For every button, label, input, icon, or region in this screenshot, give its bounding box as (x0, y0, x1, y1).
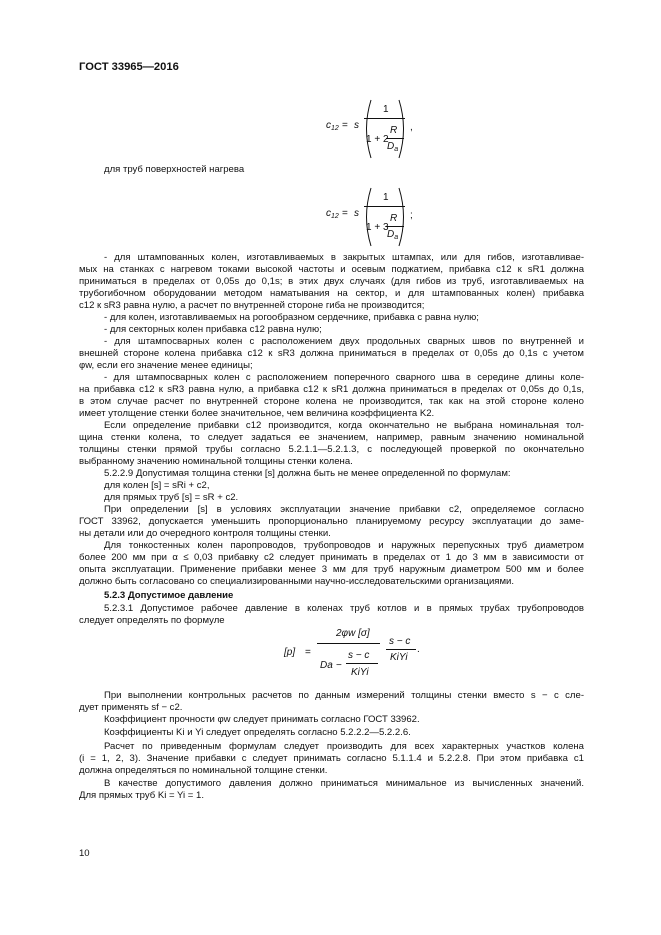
formula-Da: $D_a$ (387, 141, 399, 153)
paragraph-line: выбранному значению номинальной толщины стенки колена. (79, 456, 353, 467)
formula-lhs: [p] (284, 647, 296, 658)
paragraph-line: следует определять по формуле (79, 615, 225, 626)
formula-den-coef: 1 + 2 (366, 134, 389, 145)
paragraph-line: 5.2.3.1 Допустимое рабочее давление в коленах труб котлов и в прямых трубах трубопроводов (104, 603, 584, 614)
paragraph-line: φw, если его значение менее единицы; (79, 360, 253, 371)
formula-tail: . (417, 644, 420, 655)
paragraph-line: Коэффициент прочности φw следует принимать согласно ГОСТ 33962. (104, 714, 420, 725)
equals-sign: = (342, 208, 348, 219)
formula-inner-den: KiYi (351, 667, 369, 678)
paragraph-line: должна определяться по номинальной толщине стенки. (79, 765, 328, 776)
formula-lhs: $c_{12}$ (326, 208, 339, 220)
formula-minus: − (336, 660, 342, 671)
fraction-line-inner (346, 663, 378, 664)
formula-R: R (390, 125, 398, 136)
paragraph-line: Расчет по приведенным формулам следует производить для всех характерных участков колена (104, 741, 584, 752)
paragraph-line: имеет утолщение стенки более значительное, чем величина коэффициента K2. (79, 408, 435, 419)
formula-R: R (390, 213, 398, 224)
paragraph-line: должно быть согласовано со специализированными научно-исследовательскими организациями. (79, 576, 515, 587)
paragraph-line: щина стенки колена, то следует задаться ее значением, например, равным значению номинальной (79, 432, 584, 443)
paragraph-line: - для секторных колен прибавка c12 равна нулю; (104, 324, 322, 335)
paragraph-line: c12 к sR3 равна нулю, а расчет по внутренней стороне гиба не производится; (79, 300, 425, 311)
paragraph-line: трубогибочном оборудовании методом наматывания на сектор, и для штампованных колен) прибавка (79, 288, 584, 299)
formula-numerator: 2φw [σ] (336, 628, 370, 639)
paragraph-line: - для колен, изготавливаемых на рогообразном сердечнике, прибавка c равна нулю; (104, 312, 479, 323)
paragraph-line: на прибавка c12 к sR3 равна нулю, а прибавка c12 к sR1 должна приниматься в пределах от 0,05s до 0,1s, (79, 384, 584, 395)
document-header: ГОСТ 33965—2016 (79, 61, 179, 73)
page-number: 10 (79, 848, 90, 859)
paragraph-line: Для тонкостенных колен паропроводов, трубопроводов и наружных перепускных труб диаметром (104, 540, 584, 551)
paragraph-line: - для штампосварных колен с расположением поперечного сварного шва в середине длины коле- (104, 372, 584, 383)
paragraph-line: дует применять sf − c2. (79, 702, 183, 713)
paragraph-line: - для штампованных колен, изготавливаемых в закрытых штампах, или для гибов, изготавливае- (104, 252, 584, 263)
paragraph-line: Для прямых труб Ki = Yi = 1. (79, 790, 204, 801)
fraction-line (317, 643, 380, 644)
formula-tail: ; (410, 210, 413, 221)
text-line: для труб поверхностей нагрева (104, 164, 245, 175)
formula-frac2-num: s − c (389, 636, 411, 647)
fraction-line-2 (386, 649, 416, 650)
equals-sign: = (305, 647, 311, 658)
formula-den-coef: 1 + 3 (366, 222, 389, 233)
paragraph-line: приниматься в пределах от 0,05s до 0,1s; в этих двух случаях (для гибов из труб, изготавливаемых на (79, 276, 584, 287)
paragraph-line: Если определение прибавки c12 производится, когда окончательно не выбрана номинальная тол- (104, 420, 584, 431)
formula-den-Da: Da (320, 660, 333, 671)
paragraph-line: 5.2.2.9 Допустимая толщина стенки [s] должна быть не менее определенной по формулам: (104, 468, 511, 479)
formula-s: s (354, 208, 359, 219)
paragraph-line: - для штампосварных колен с расположением двух продольных сварных швов по внутренней и (104, 336, 584, 347)
right-paren-icon (396, 186, 410, 248)
paragraph-line: При выполнении контрольных расчетов по данным измерений толщины стенки вместо s − c сле- (104, 690, 584, 701)
paragraph-line: для прямых труб [s] = sR + c2. (104, 492, 239, 503)
equals-sign: = (342, 120, 348, 131)
right-paren-icon (396, 98, 410, 160)
paragraph-line: толщины стенки прямой трубы согласно 5.2.1.1—5.2.1.3, с последующей проверкой по окончательно (79, 444, 584, 455)
paragraph-line: ГОСТ 33962, допускается уменьшить пропорционально планируемому ресурсу эксплуатации до заме- (79, 516, 584, 527)
left-paren-icon (360, 186, 374, 248)
formula-frac2-den: KiYi (390, 652, 408, 663)
formula-lhs: $c_{12}$ (326, 120, 339, 132)
formula-s: s (354, 120, 359, 131)
paragraph-line: мых на станках с нагревом токами высокой частоты и осевым поджатием, прибавка c12 к sR1 должна (79, 264, 584, 275)
formula-Da: $D_a$ (387, 229, 399, 241)
paragraph-line: В качестве допустимого давления должно приниматься минимальное из вычисленных значений. (104, 778, 584, 789)
paragraph-line: (i = 1, 2, 3). Значение прибавки c следует принимать согласно 5.1.1.4 и 5.2.2.8. При этом прибавка c1 (79, 753, 584, 764)
formula-inner-num: s − c (348, 650, 370, 661)
paragraph-line: более 200 мм при α ≤ 0,03 прибавку c2 следует принимать в пределах от 1 до 3 мм в зависимости от (79, 552, 584, 563)
formula-numerator: 1 (383, 104, 389, 115)
paragraph-line: Коэффициенты Ki и Yi следует определять согласно 5.2.2.2—5.2.2.6. (104, 727, 411, 738)
left-paren-icon (360, 98, 374, 160)
section-heading: 5.2.3 Допустимое давление (104, 590, 234, 601)
paragraph-line: ны детали или до очередного контроля толщины стенки. (79, 528, 331, 539)
paragraph-line: При определении [s] в условиях эксплуатации значение прибавки c2, определяемое согласно (104, 504, 584, 515)
paragraph-line: опыта эксплуатации. Применение прибавки менее 3 мм для труб наружным диаметром 500 мм и более (79, 564, 584, 575)
paragraph-line: внешней стороне колена прибавка c12 к sR3 должна приниматься в пределах от 0,05s до 0,1s с учетом (79, 348, 584, 359)
formula-tail: , (410, 122, 413, 133)
paragraph-line: для колен [s] = sRi + c2, (104, 480, 210, 491)
paragraph-line: в этом случае расчет по внутренней стороне колена не производится, так как на этой стороне колено (79, 396, 584, 407)
formula-numerator: 1 (383, 192, 389, 203)
